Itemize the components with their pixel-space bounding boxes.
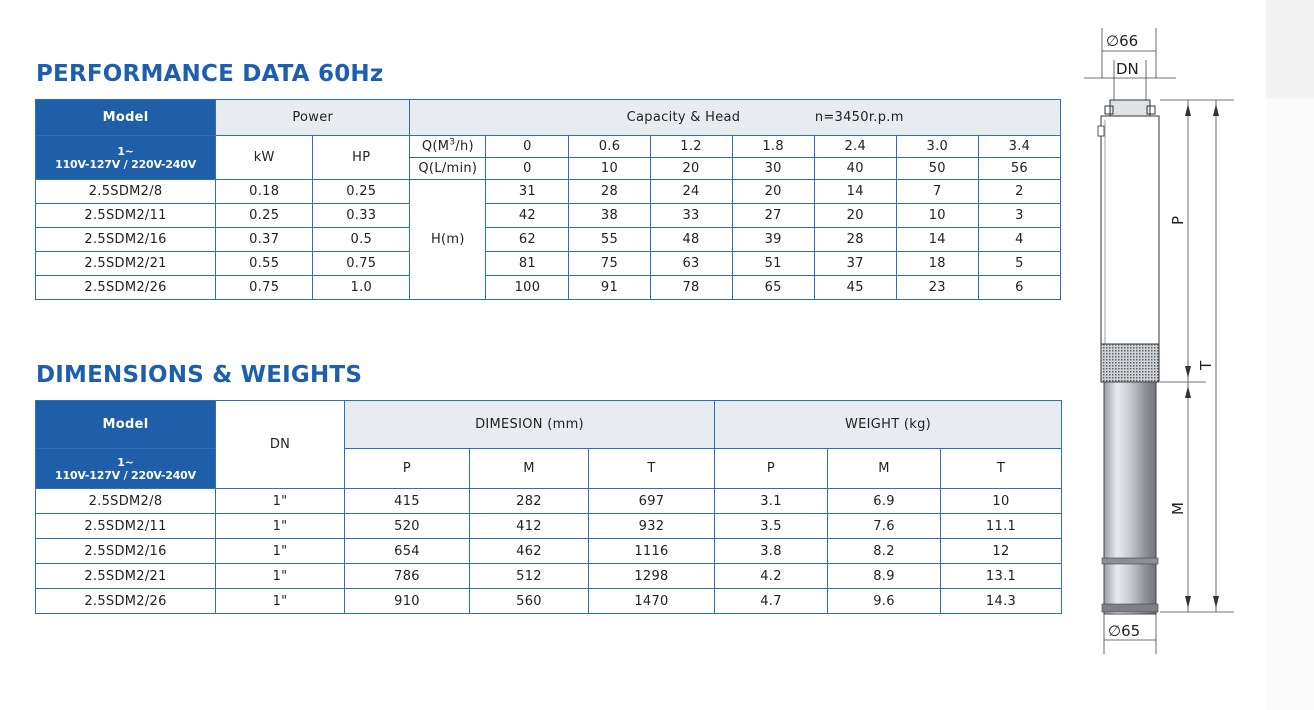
kw-cell: 0.55 [216, 252, 313, 276]
model-cell: 2.5SDM2/26 [36, 589, 216, 614]
kw-cell: 0.37 [216, 228, 313, 252]
head-cell: 2 [978, 180, 1060, 204]
head-cell: 75 [569, 252, 650, 276]
power-header: Power [216, 100, 410, 136]
model-cell: 2.5SDM2/11 [36, 514, 216, 539]
dim-m-cell: 412 [470, 514, 589, 539]
head-cell: 65 [732, 276, 814, 300]
dimensions-title: DIMENSIONS & WEIGHTS [36, 362, 363, 388]
dn-cell: 1" [216, 514, 345, 539]
weight-p-header: P [715, 449, 828, 489]
q-lmin-value: 10 [569, 158, 650, 180]
dn-header: DN [216, 401, 345, 489]
q-m3h-value: 1.8 [732, 136, 814, 158]
q-m3h-value: 0.6 [569, 136, 650, 158]
model-cell: 2.5SDM2/21 [36, 564, 216, 589]
head-cell: 33 [650, 204, 732, 228]
performance-title: PERFORMANCE DATA 60Hz [36, 61, 384, 87]
head-cell: 78 [650, 276, 732, 300]
q-lmin-value: 0 [486, 158, 569, 180]
kw-cell: 0.75 [216, 276, 313, 300]
dim-p-cell: 654 [345, 539, 470, 564]
head-cell: 62 [486, 228, 569, 252]
dim-t-cell: 1116 [589, 539, 715, 564]
dim-m-header: M [470, 449, 589, 489]
dim-m-cell: 282 [470, 489, 589, 514]
bottom-diameter-dimension [1104, 614, 1156, 654]
model-cell: 2.5SDM2/11 [36, 204, 216, 228]
dn-cell: 1" [216, 564, 345, 589]
hp-header: HP [313, 136, 410, 180]
head-cell: 45 [814, 276, 896, 300]
dim-t-cell: 1298 [589, 564, 715, 589]
hp-cell: 0.25 [313, 180, 410, 204]
weight-p-cell: 3.1 [715, 489, 828, 514]
model-header: Model [36, 401, 216, 449]
capacity-label: Capacity & Head [626, 110, 741, 125]
head-cell: 4 [978, 228, 1060, 252]
kw-cell: 0.18 [216, 180, 313, 204]
hp-cell: 1.0 [313, 276, 410, 300]
head-cell: 5 [978, 252, 1060, 276]
head-cell: 14 [896, 228, 978, 252]
dim-p-cell: 520 [345, 514, 470, 539]
weight-m-header: M [828, 449, 941, 489]
head-cell: 24 [650, 180, 732, 204]
performance-table [35, 99, 1061, 300]
q-lmin-value: 20 [650, 158, 732, 180]
head-cell: 6 [978, 276, 1060, 300]
table-row [36, 180, 1061, 204]
head-cell: 7 [896, 180, 978, 204]
weight-p-cell: 4.2 [715, 564, 828, 589]
model-cell: 2.5SDM2/21 [36, 252, 216, 276]
head-cell: 3 [978, 204, 1060, 228]
table-row [36, 252, 1061, 276]
voltage-header: 1~ 110V-127V / 220V-240V [36, 449, 216, 489]
table-row [36, 489, 1062, 514]
dim-p-cell: 415 [345, 489, 470, 514]
dn-label: DN [1116, 60, 1139, 78]
dim-p-cell: 910 [345, 589, 470, 614]
hp-cell: 0.5 [313, 228, 410, 252]
weight-t-cell: 11.1 [941, 514, 1062, 539]
dim-m-cell: 560 [470, 589, 589, 614]
head-cell: 51 [732, 252, 814, 276]
table-row [36, 514, 1062, 539]
head-cell: 48 [650, 228, 732, 252]
dim-m-cell: 512 [470, 564, 589, 589]
head-cell: 28 [814, 228, 896, 252]
top-diameter-label: ∅66 [1106, 32, 1139, 50]
dn-cell: 1" [216, 489, 345, 514]
weight-p-cell: 4.7 [715, 589, 828, 614]
table-row [36, 276, 1061, 300]
table-row [36, 589, 1062, 614]
head-cell: 91 [569, 276, 650, 300]
table-row [36, 228, 1061, 252]
dim-t-header: T [589, 449, 715, 489]
weight-t-cell: 12 [941, 539, 1062, 564]
dim-t-cell: 1470 [589, 589, 715, 614]
model-cell: 2.5SDM2/8 [36, 180, 216, 204]
head-cell: 81 [486, 252, 569, 276]
weight-p-cell: 3.5 [715, 514, 828, 539]
model-cell: 2.5SDM2/16 [36, 539, 216, 564]
kw-cell: 0.25 [216, 204, 313, 228]
head-cell: 42 [486, 204, 569, 228]
weight-m-cell: 8.2 [828, 539, 941, 564]
model-header: Model [36, 100, 216, 136]
dim-t-cell: 697 [589, 489, 715, 514]
weight-t-cell: 14.3 [941, 589, 1062, 614]
q-lmin-value: 56 [978, 158, 1060, 180]
kw-header: kW [216, 136, 313, 180]
weight-m-cell: 6.9 [828, 489, 941, 514]
q-m3h-value: 0 [486, 136, 569, 158]
head-cell: 14 [814, 180, 896, 204]
h-label: H(m) [410, 180, 486, 300]
q-m3h-value: 3.0 [896, 136, 978, 158]
table-row [36, 539, 1062, 564]
weight-m-cell: 9.6 [828, 589, 941, 614]
weight-p-cell: 3.8 [715, 539, 828, 564]
q-lmin-label: Q(L/min) [410, 158, 486, 180]
head-cell: 27 [732, 204, 814, 228]
pump-body [1098, 100, 1159, 614]
q-m3h-value: 3.4 [978, 136, 1060, 158]
weight-t-cell: 10 [941, 489, 1062, 514]
table-row [36, 204, 1061, 228]
dn-cell: 1" [216, 589, 345, 614]
dim-p-header: P [345, 449, 470, 489]
weight-header: WEIGHT (kg) [715, 401, 1062, 449]
weight-t-cell: 13.1 [941, 564, 1062, 589]
head-cell: 23 [896, 276, 978, 300]
model-cell: 2.5SDM2/16 [36, 228, 216, 252]
head-cell: 31 [486, 180, 569, 204]
voltage-header: 1~ 110V-127V / 220V-240V [36, 136, 216, 180]
dim-t-cell: 932 [589, 514, 715, 539]
q-lmin-value: 30 [732, 158, 814, 180]
length-dimensions [1160, 100, 1234, 612]
dimensions-table [35, 400, 1062, 614]
head-cell: 20 [732, 180, 814, 204]
speed-label: n=3450r.p.m [814, 110, 904, 125]
q-lmin-value: 50 [896, 158, 978, 180]
hp-cell: 0.75 [313, 252, 410, 276]
head-cell: 63 [650, 252, 732, 276]
head-cell: 39 [732, 228, 814, 252]
p-label: P [1169, 215, 1187, 225]
pump-dimension-diagram [1076, 20, 1266, 670]
capacity-head-header [410, 100, 1061, 136]
weight-t-header: T [941, 449, 1062, 489]
t-label: T [1197, 360, 1215, 370]
q-m3h-value: 2.4 [814, 136, 896, 158]
hp-cell: 0.33 [313, 204, 410, 228]
q-m3h-label: $Q(M^3/h)$ [410, 136, 486, 158]
table-row [36, 564, 1062, 589]
head-cell: 18 [896, 252, 978, 276]
dim-m-cell: 462 [470, 539, 589, 564]
m-label: M [1169, 502, 1187, 515]
dn-dimension [1084, 60, 1176, 100]
head-cell: 55 [569, 228, 650, 252]
head-cell: 100 [486, 276, 569, 300]
dimension-header: DIMESION (mm) [345, 401, 715, 449]
head-cell: 37 [814, 252, 896, 276]
model-cell: 2.5SDM2/8 [36, 489, 216, 514]
head-cell: 10 [896, 204, 978, 228]
weight-m-cell: 8.9 [828, 564, 941, 589]
bottom-diameter-label: ∅65 [1108, 622, 1141, 640]
model-cell: 2.5SDM2/26 [36, 276, 216, 300]
q-lmin-value: 40 [814, 158, 896, 180]
head-cell: 20 [814, 204, 896, 228]
weight-m-cell: 7.6 [828, 514, 941, 539]
right-gutter [1266, 0, 1314, 710]
q-m3h-value: 1.2 [650, 136, 732, 158]
head-cell: 28 [569, 180, 650, 204]
head-cell: 38 [569, 204, 650, 228]
dn-cell: 1" [216, 539, 345, 564]
dim-p-cell: 786 [345, 564, 470, 589]
